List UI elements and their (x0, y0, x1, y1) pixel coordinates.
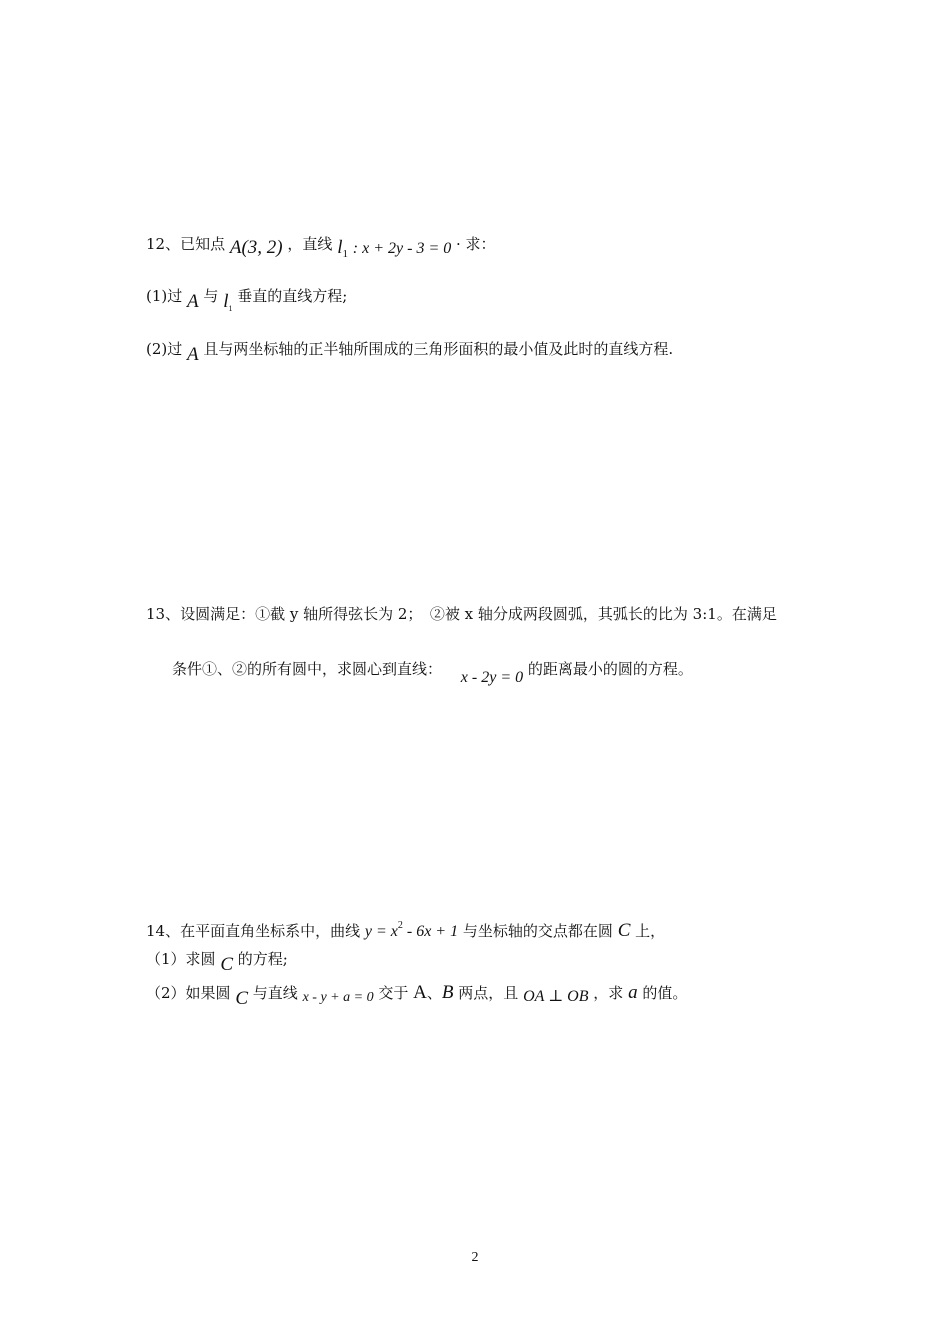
q12-line-1 (146, 234, 496, 260)
q14-p2-perpendicular: OA ⊥ OB (523, 988, 589, 1005)
q14-part-2 (146, 982, 688, 1009)
q13-line-2 (172, 659, 693, 686)
q14-p2-mid3: 两点，且 (458, 984, 519, 1002)
q13-line2-end: 的距离最小的圆的方程。 (527, 660, 693, 678)
q14-circle-c: C (617, 920, 631, 941)
q12-line-name: $l_1$ (337, 237, 348, 260)
q12-p1-mid: 与 (203, 287, 219, 305)
q12-point: A(3, 2) (229, 237, 283, 258)
q14-p2-end: 的值。 (642, 984, 688, 1002)
q14-p2-mid4: ，求 (593, 984, 624, 1002)
q12-part-1 (146, 286, 347, 313)
q12-lead: 12、已知点 (146, 235, 226, 253)
q14-p2-mid: 与直线 (252, 984, 298, 1002)
q14-p2-var-a: a (628, 982, 638, 1003)
q12-p2-point-a: A (187, 344, 199, 365)
q14-part-1 (146, 949, 288, 975)
q14-p1-lead: （1）求圆 (146, 950, 216, 968)
q14-p2-point-b: B (441, 982, 454, 1003)
q14-p2-circle-c: C (235, 988, 249, 1009)
q12-part-2 (146, 339, 674, 365)
q14-p1-end: 的方程; (237, 950, 288, 968)
q12-p1-lead: (1)过 (146, 287, 183, 305)
q14-curve-equation: $y = x^2 - 6x + 1$ (364, 920, 459, 940)
q14-line-1 (146, 916, 665, 942)
q14-p2-mid2: 交于 (378, 984, 409, 1002)
q12-line-equation: : x + 2y - 3 = 0 (352, 240, 452, 257)
q13-line-equation: x - 2y = 0 (460, 669, 524, 686)
q14-lead: 14、在平面直角坐标系中，曲线 (146, 922, 361, 940)
q13-line2-lead: 条件①、②的所有圆中，求圆心到直线： (172, 660, 443, 678)
page-number: 2 (471, 1250, 479, 1265)
q14-p1-circle-c: C (220, 954, 234, 975)
q12-p1-end: 垂直的直线方程; (237, 287, 348, 305)
q12-p2-lead: (2)过 (146, 340, 183, 358)
q13-line-1: 13、设圆满足：①截 y 轴所得弦长为 2； ②被 x 轴分成两段圆弧，其弧长的比为 3:1。在满足 (146, 605, 777, 623)
q12-sep: ，直线 (287, 235, 333, 253)
q14-p2-comma: 、 (426, 984, 442, 1002)
q14-end: 上， (635, 922, 666, 940)
q14-p2-point-a: A (413, 982, 427, 1003)
q12-p1-point-a: A (187, 291, 199, 312)
q12-p2-end: 且与两坐标轴的正半轴所围成的三角形面积的最小值及此时的直线方程. (203, 340, 674, 358)
q14-mid: 与坐标轴的交点都在圆 (462, 922, 613, 940)
q12-p1-line-l1: $l_1$ (223, 291, 233, 313)
q14-p2-lead: （2）如果圆 (146, 984, 231, 1002)
q14-p2-line-equation: x - y + a = 0 (302, 990, 374, 1005)
q12-end: · 求： (456, 235, 496, 253)
